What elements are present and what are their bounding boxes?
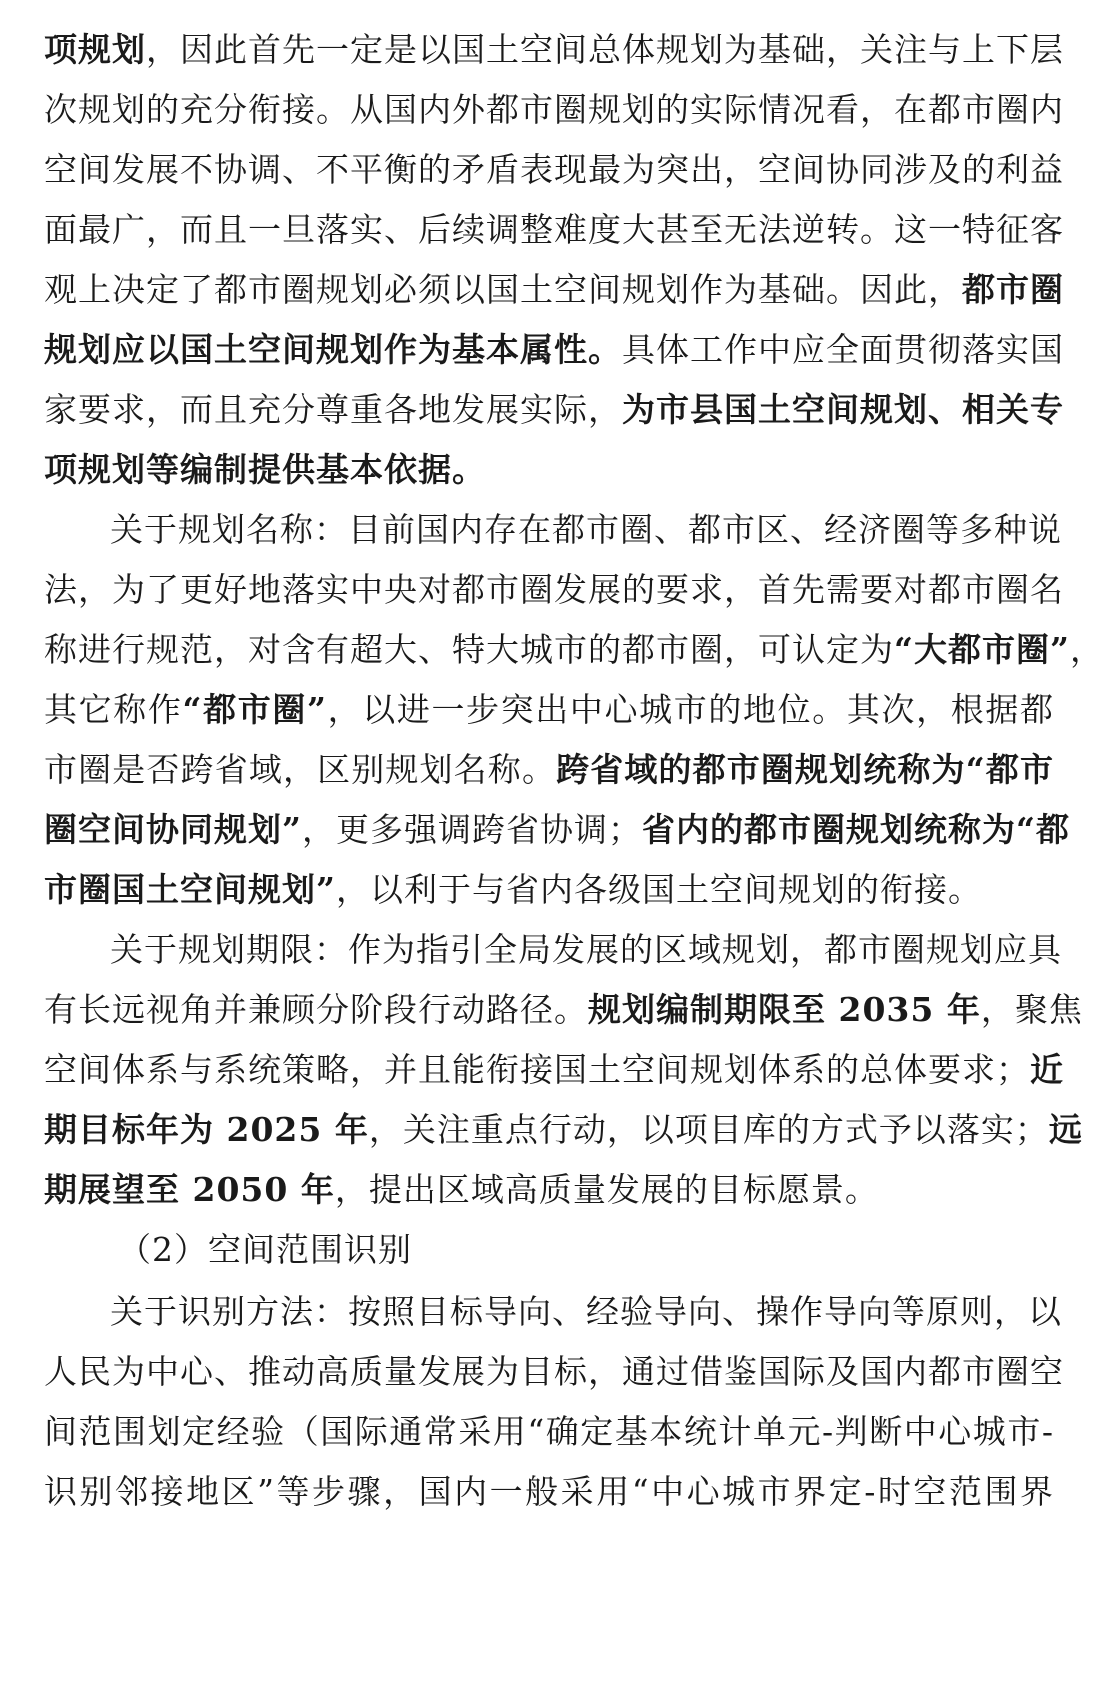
text-run: 面最广，而且一旦落实、后续调整难度大甚至无法逆转。这一特征客 [44, 210, 1064, 249]
text-line [44, 797, 1070, 863]
text-run: 其它称作 [44, 690, 183, 729]
text-line [44, 77, 1064, 143]
text-run: 称进行规范，对含有超大、特大城市的都市圈，可认定为 [44, 630, 894, 669]
text-run: ，关注重点行动，以项目库的方式予以落实； [368, 1110, 1049, 1149]
text-line [44, 377, 1064, 443]
text-run: ， [1069, 630, 1104, 669]
text-run: 人民为中心、推动高质量发展为目标，通过借鉴国际及国内都市圈空 [44, 1352, 1064, 1391]
text-run: 法，为了更好地落实中央对都市圈发展的要求，首先需要对都市圈名 [44, 570, 1064, 609]
text-line [44, 437, 1054, 503]
section-heading [118, 1217, 1018, 1283]
bold-run: “大都市圈” [894, 630, 1070, 669]
bold-run: 都市圈 [962, 270, 1064, 309]
text-line [44, 137, 1064, 203]
bold-run: 期展望至 2050 年 [44, 1170, 335, 1209]
text-run: ，更多强调跨省协调； [301, 810, 642, 849]
text-run: 具体工作中应全面贯彻落实国 [622, 330, 1064, 369]
text-run: ，以进一步突出中心城市的地位。其次，根据都 [326, 690, 1055, 729]
bold-run: 为市县国土空间规划、相关专 [622, 390, 1064, 429]
text-line [44, 677, 1054, 743]
bold-run: 项规划 [44, 30, 146, 69]
text-run: ，聚焦 [980, 990, 1083, 1029]
text-line [44, 557, 1064, 623]
text-run: 空间发展不协调、不平衡的矛盾表现最为突出，空间协同涉及的利益 [44, 150, 1064, 189]
text-run: 空间体系与系统策略，并且能衔接国土空间规划体系的总体要求； [44, 1050, 1030, 1089]
text-run: 观上决定了都市圈规划必须以国土空间规划作为基础。因此， [44, 270, 962, 309]
text-line [44, 317, 1064, 383]
text-run: ，因此首先一定是以国土空间总体规划为基础，关注与上下层 [146, 30, 1064, 69]
text-line [44, 1339, 1064, 1405]
heading-text: （2）空间范围识别 [118, 1230, 412, 1269]
bold-run: 规划应以国土空间规划作为基本属性。 [44, 330, 622, 369]
text-run: ，以利于与省内各级国土空间规划的衔接。 [335, 870, 982, 909]
paragraph-first-line [110, 917, 1062, 983]
text-line [44, 1399, 1054, 1465]
text-line [44, 1157, 1054, 1223]
bold-run: 跨省域的都市圈规划统称为“都市 [556, 750, 1054, 789]
bold-run: 省内的都市圈规划统称为“都 [641, 810, 1070, 849]
bold-run: 期目标年为 2025 年 [44, 1110, 369, 1149]
text-run: 间范围划定经验（国际通常采用“确定基本统计单元-判断中心城市- [44, 1412, 1054, 1451]
text-line [44, 257, 1064, 323]
text-run: 市圈是否跨省域，区别规划名称。 [44, 750, 557, 789]
text-run: 关于规划名称：目前国内存在都市圈、都市区、经济圈等多种说 [110, 510, 1062, 549]
text-run: 识别邻接地区”等步骤，国内一般采用“中心城市界定-时空范围界 [44, 1472, 1054, 1511]
text-run: ，提出区域高质量发展的目标愿景。 [334, 1170, 879, 1209]
bold-run: 市圈国土空间规划” [44, 870, 336, 909]
text-line [44, 617, 1104, 683]
text-line [44, 197, 1064, 263]
text-line [44, 857, 1054, 923]
text-line [44, 977, 1083, 1043]
text-run: 关于识别方法：按照目标导向、经验导向、操作导向等原则，以 [110, 1292, 1062, 1331]
text-line [44, 17, 1064, 83]
text-line [44, 737, 1054, 803]
bold-run: 项规划等编制提供基本依据。 [44, 450, 486, 489]
bold-run: 近 [1030, 1050, 1064, 1089]
bold-run: 规划编制期限至 2035 年 [588, 990, 981, 1029]
bold-run: 圈空间协同规划” [44, 810, 302, 849]
text-line [44, 1097, 1083, 1163]
text-run: 关于规划期限：作为指引全局发展的区域规划，都市圈规划应具 [110, 930, 1062, 969]
bold-run: “都市圈” [182, 690, 327, 729]
bold-run: 远 [1048, 1110, 1083, 1149]
text-line [44, 1037, 1064, 1103]
paragraph-first-line [110, 497, 1062, 563]
text-line [44, 1459, 1054, 1525]
text-run: 有长远视角并兼顾分阶段行动路径。 [44, 990, 588, 1029]
text-run: 次规划的充分衔接。从国内外都市圈规划的实际情况看，在都市圈内 [44, 90, 1064, 129]
text-run: 家要求，而且充分尊重各地发展实际， [44, 390, 622, 429]
paragraph-first-line [110, 1279, 1062, 1345]
